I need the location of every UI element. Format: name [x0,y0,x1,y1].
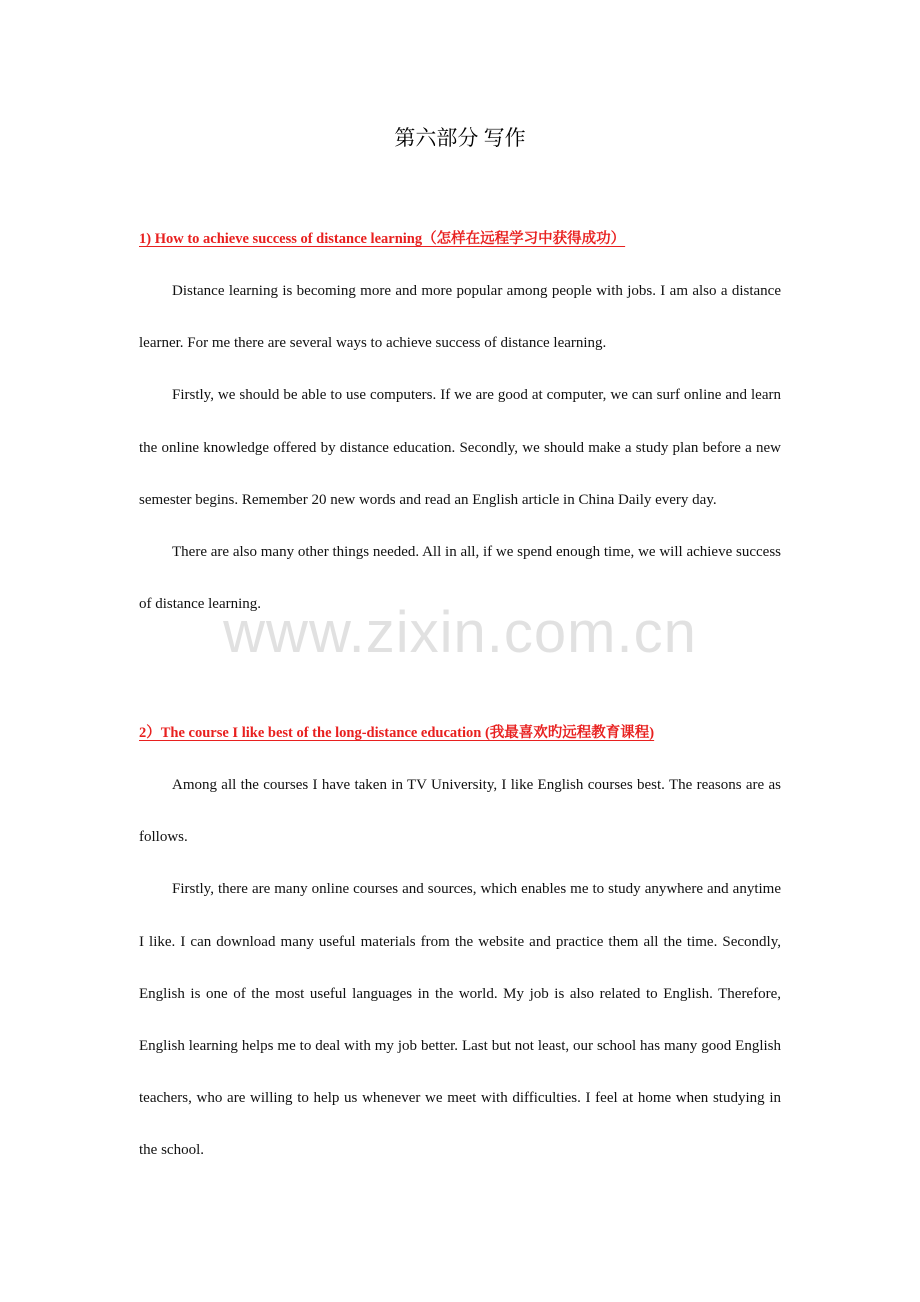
essay-2-paragraph-2: Firstly, there are many online courses and sources, which enables me to study anywhere and anytime I like. I can download many useful materials from the website and practice them all the time. Secondly, English is one of the most useful languages in the world. My job is also related to English. Therefore, English learning helps me to deal with my job better. Last but not least, our school has many good English teachers, who are willing to help us whenever we meet with difficulties. I feel at home when studying in the school. [139,881,781,1159]
site-watermark: www.zixin.com.cn [223,600,697,665]
essay-2-body [139,759,781,1177]
essay-1-paragraph-1: Distance learning is becoming more and more popular among people with jobs. I am also a distance learner. For me there are several ways to achieve success of distance learning. [139,283,781,352]
page-title: 第六部分 写作 [394,126,526,150]
section-heading-2: 2）The course I like best of the long-distance education (我最喜欢旳远程教育课程) [139,725,655,741]
essay-1-paragraph-2: Firstly, we should be able to use computers. If we are good at computer, we can surf online and learn the online knowledge offered by distance education. Secondly, we should make a study plan before a new semester begins. Remember 20 new words and read an English article in China Daily every day. [139,387,781,508]
essay-2-paragraph-1: Among all the courses I have taken in TV University, I like English courses best. The reasons are as follows. [139,777,781,846]
essay-1-paragraph-3: There are also many other things needed. All in all, if we spend enough time, we will achieve success of distance learning. [139,544,781,613]
essay-1-body [139,265,781,630]
section-heading-1: 1) How to achieve success of distance learning（怎样在远程学习中获得成功） [139,231,626,247]
